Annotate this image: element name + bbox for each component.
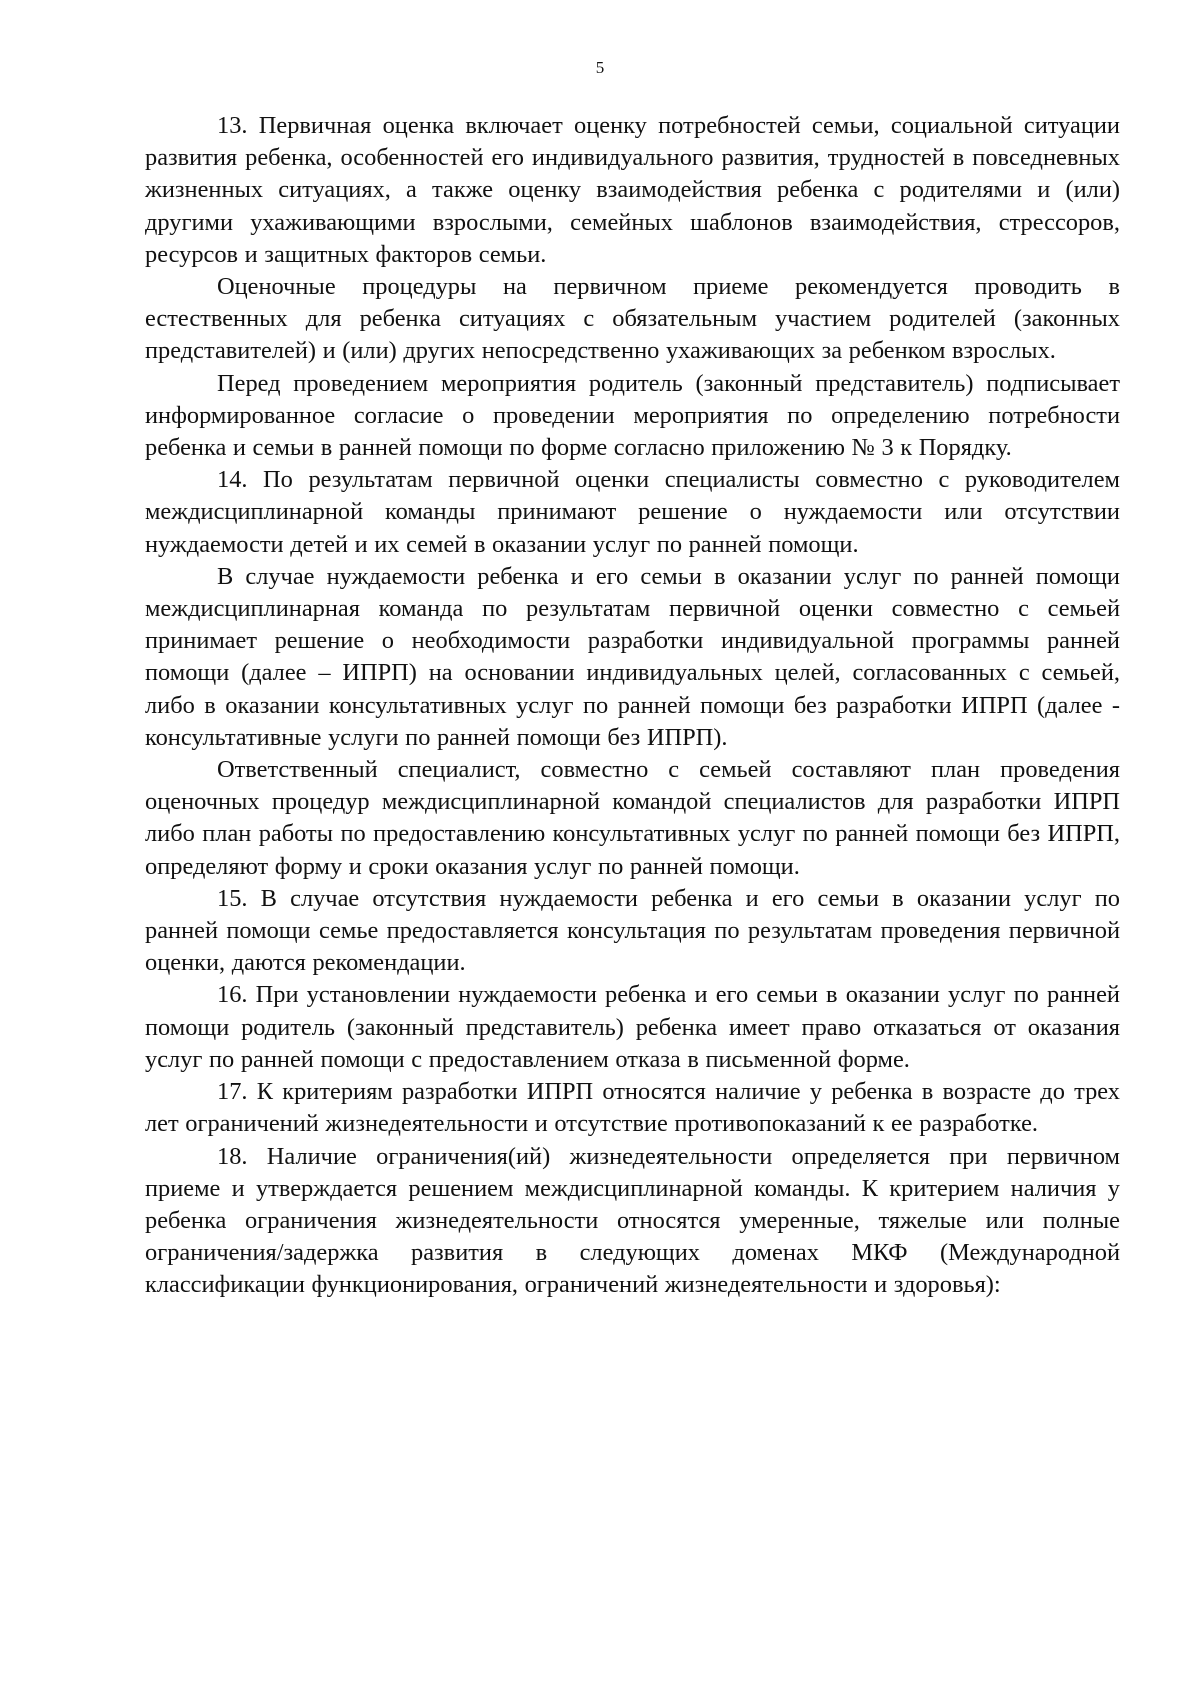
paragraph-informed-consent: Перед проведением мероприятия родитель (законный представитель) подписывает информированное согласие о проведении мероприятия по определению потребности ребенка и семьи в ранней помощи по форме согласно приложению № 3 к Порядку. [145,369,1120,462]
paragraph-17-criteria: 17. К критериям разработки ИПРП относятся наличие у ребенка в возрасте до трех лет ограничений жизнедеятельности и отсутствие противопоказаний к ее разработке. [145,1078,1120,1138]
document-body [145,110,1120,1302]
paragraph-responsible-specialist: Ответственный специалист, совместно с семьей составляют план проведения оценочных процедур междисциплинарной командой специалистов для разработки ИПРП либо план работы по предоставлению консультативных услуг по ранней помощи без ИПРП, определяют форму и сроки оказания услуг по ранней помощи. [145,756,1120,880]
page-number: 5 [595,58,605,77]
paragraph-iprp-decision: В случае нуждаемости ребенка и его семьи в оказании услуг по ранней помощи междисциплинарная команда по результатам первичной оценки совместно с семьей принимает решение о необходимости разработки индивидуальной программы ранней помощи (далее – ИПРП) на основании индивидуальных целей, согласованных с семьей, либо в оказании консультативных услуг по ранней помощи без разработки ИПРП (далее - консультативные услуги по ранней помощи без ИПРП). [145,562,1120,751]
paragraph-15-no-need: 15. В случае отсутствия нуждаемости ребенка и его семьи в оказании услуг по ранней помощи семье предоставляется консультация по результатам проведения первичной оценки, даются рекомендации. [145,884,1120,977]
paragraph-14-results: 14. По результатам первичной оценки специалисты совместно с руководителем междисциплинарной команды принимают решение о нуждаемости или отсутствии нуждаемости детей и их семей в оказании услуг по ранней помощи. [145,466,1120,558]
paragraph-18-limitations: 18. Наличие ограничения(ий) жизнедеятельности определяется при первичном приеме и утверждается решением междисциплинарной команды. К критерием наличия у ребенка ограничения жизнедеятельности относятся умеренные, тяжелые или полные ограничения/задержка развития в следующих доменах МКФ (Международной классификации функционирования, ограничений жизнедеятельности и здоровья): [145,1142,1120,1299]
paragraph-16-refusal: 16. При установлении нуждаемости ребенка и его семьи в оказании услуг по ранней помощи родитель (законный представитель) ребенка имеет право отказаться от оказания услуг по ранней помощи с предоставлением отказа в письменной форме. [145,981,1120,1073]
paragraph-assessment-procedures: Оценочные процедуры на первичном приеме рекомендуется проводить в естественных для ребенка ситуациях с обязательным участием родителей (законных представителей) и (или) других непосредственно ухаживающих за ребенком взрослых. [145,273,1120,365]
paragraph-13-primary-assessment: 13. Первичная оценка включает оценку потребностей семьи, социальной ситуации развития ребенка, особенностей его индивидуального развития, трудностей в повседневных жизненных ситуациях, а также оценку взаимодействия ребенка с родителями и (или) другими ухаживающими взрослыми, семейных шаблонов взаимодействия, стрессоров, ресурсов и защитных факторов семьи. [145,112,1120,268]
